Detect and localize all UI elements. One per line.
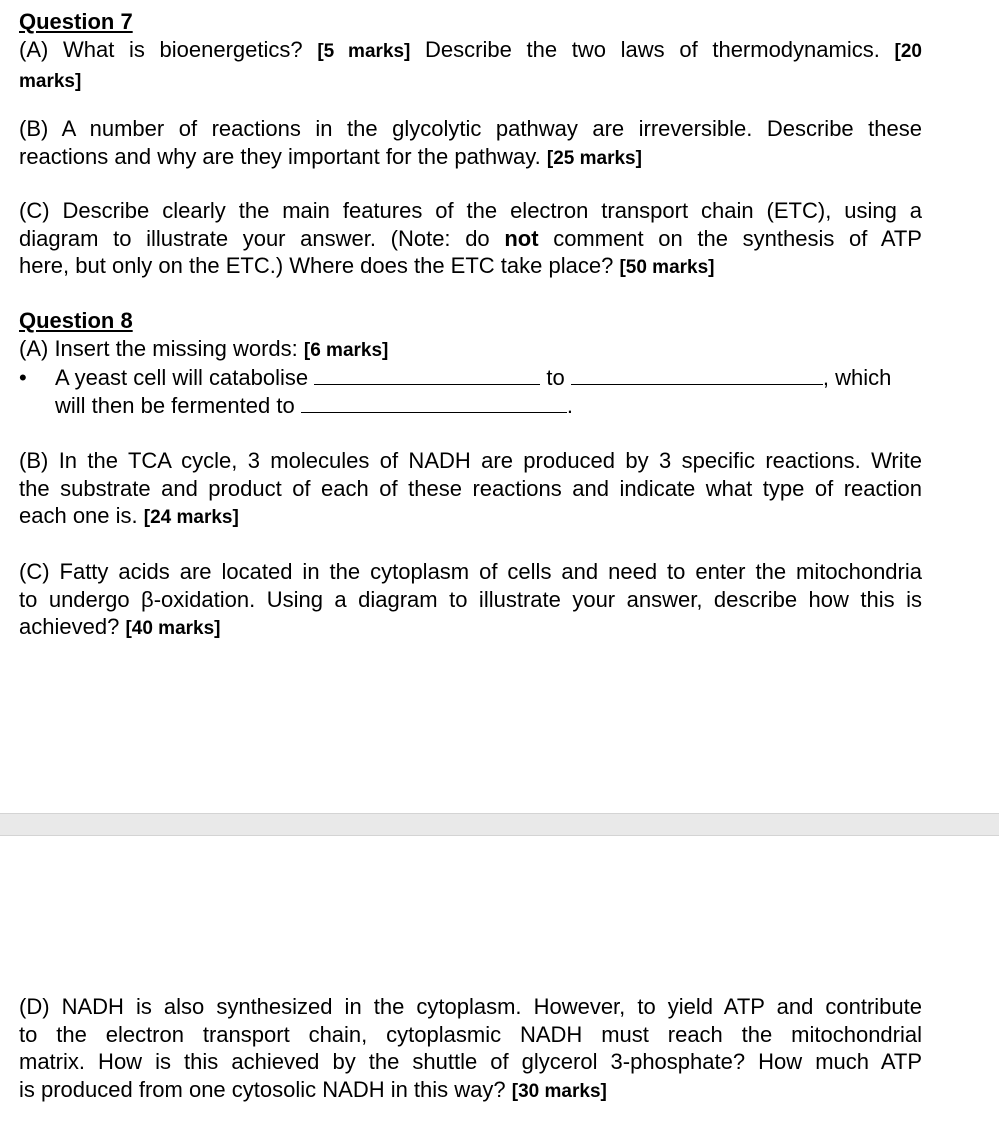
q8a-bullet-part-4: will then be fermented to [55, 393, 295, 418]
q8d-marks: [30 marks] [511, 1080, 607, 1102]
q7c-line-3: here, but only on the ETC.) Where does the ETC take place? [19, 253, 614, 278]
question-7-heading [19, 8, 922, 36]
q7c-marks: [50 marks] [619, 257, 715, 278]
q8a-bullet-item [19, 364, 922, 420]
q8a-bullet-part-1: A yeast cell will catabolise [55, 365, 309, 390]
q7-title: Question 7 [19, 9, 133, 34]
q8b-line-2: the substrate and product of each of these reactions and indicate what type of reaction [19, 475, 922, 501]
q7a-marks-2a: [20 [894, 41, 922, 62]
q8a-bullet-text [55, 364, 922, 420]
q8d-line-1: (D) NADH is also synthesized in the cytoplasm. However, to yield ATP and contribute [19, 994, 922, 1019]
q8a-bullet-part-3: , which [822, 365, 892, 390]
q7-part-a [19, 36, 922, 95]
q8c-line-3: achieved? [19, 614, 120, 639]
q8b-marks: [24 marks] [143, 507, 239, 528]
q7a-text-1: (A) What is bioenergetics? [19, 37, 303, 62]
q7-part-c [19, 197, 922, 282]
q8a-marks: [6 marks] [303, 340, 389, 361]
q8-part-d [19, 993, 922, 1105]
q7c-line-2a: diagram to illustrate your answer. (Note: do [19, 225, 490, 251]
q8b-line-3: each one is. [19, 503, 138, 528]
q8-part-a [19, 335, 922, 365]
page-break-divider [0, 813, 999, 836]
q8d-line-2: to the electron transport chain, cytoplasmic NADH must reach the mitochondrial [19, 1021, 922, 1047]
q8c-line-1: (C) Fatty acids are located in the cytoplasm of cells and need to enter the mitochondria [19, 559, 922, 584]
q7a-marks-1: [5 marks] [317, 41, 411, 62]
q7c-line-1: (C) Describe clearly the main features of the electron transport chain (ETC), using a [19, 198, 922, 223]
q8c-marks: [40 marks] [125, 618, 221, 639]
q8a-bullet-part-2: to [546, 365, 565, 390]
q8b-line-1: (B) In the TCA cycle, 3 molecules of NADH are produced by 3 specific reactions. Write [19, 448, 922, 473]
q7-part-b [19, 115, 922, 172]
q8d-line-3: matrix. How is this achieved by the shuttle of glycerol 3-phosphate? How much ATP [19, 1049, 922, 1074]
q7b-marks: [25 marks] [546, 147, 642, 169]
q7b-line-2: reactions and why are they important for the pathway. [19, 143, 541, 169]
q7c-line-2b: comment on the synthesis of ATP [553, 225, 922, 251]
q8-title: Question 8 [19, 308, 133, 333]
bullet-icon: • [19, 365, 27, 390]
q8d-line-4: is produced from one cytosolic NADH in this way? [19, 1076, 506, 1102]
blank-answer-2[interactable] [571, 364, 823, 385]
q8c-line-2: to undergo β-oxidation. Using a diagram to illustrate your answer, describe how this is [19, 586, 922, 612]
q7a-marks-2b: marks] [19, 70, 82, 92]
q8a-bullet-part-5: . [566, 393, 573, 418]
q7b-line-1: (B) A number of reactions in the glycolytic pathway are irreversible. Describe these [19, 116, 922, 141]
q8-part-b [19, 447, 922, 532]
q7c-line-2-bold: not [504, 225, 539, 251]
question-8-heading [19, 307, 922, 335]
blank-answer-3[interactable] [301, 392, 567, 413]
blank-answer-1[interactable] [314, 364, 540, 385]
q7a-text-2: Describe the two laws of thermodynamics. [425, 37, 880, 62]
q8a-text: (A) Insert the missing words: [19, 336, 298, 361]
q8-part-c [19, 558, 922, 643]
